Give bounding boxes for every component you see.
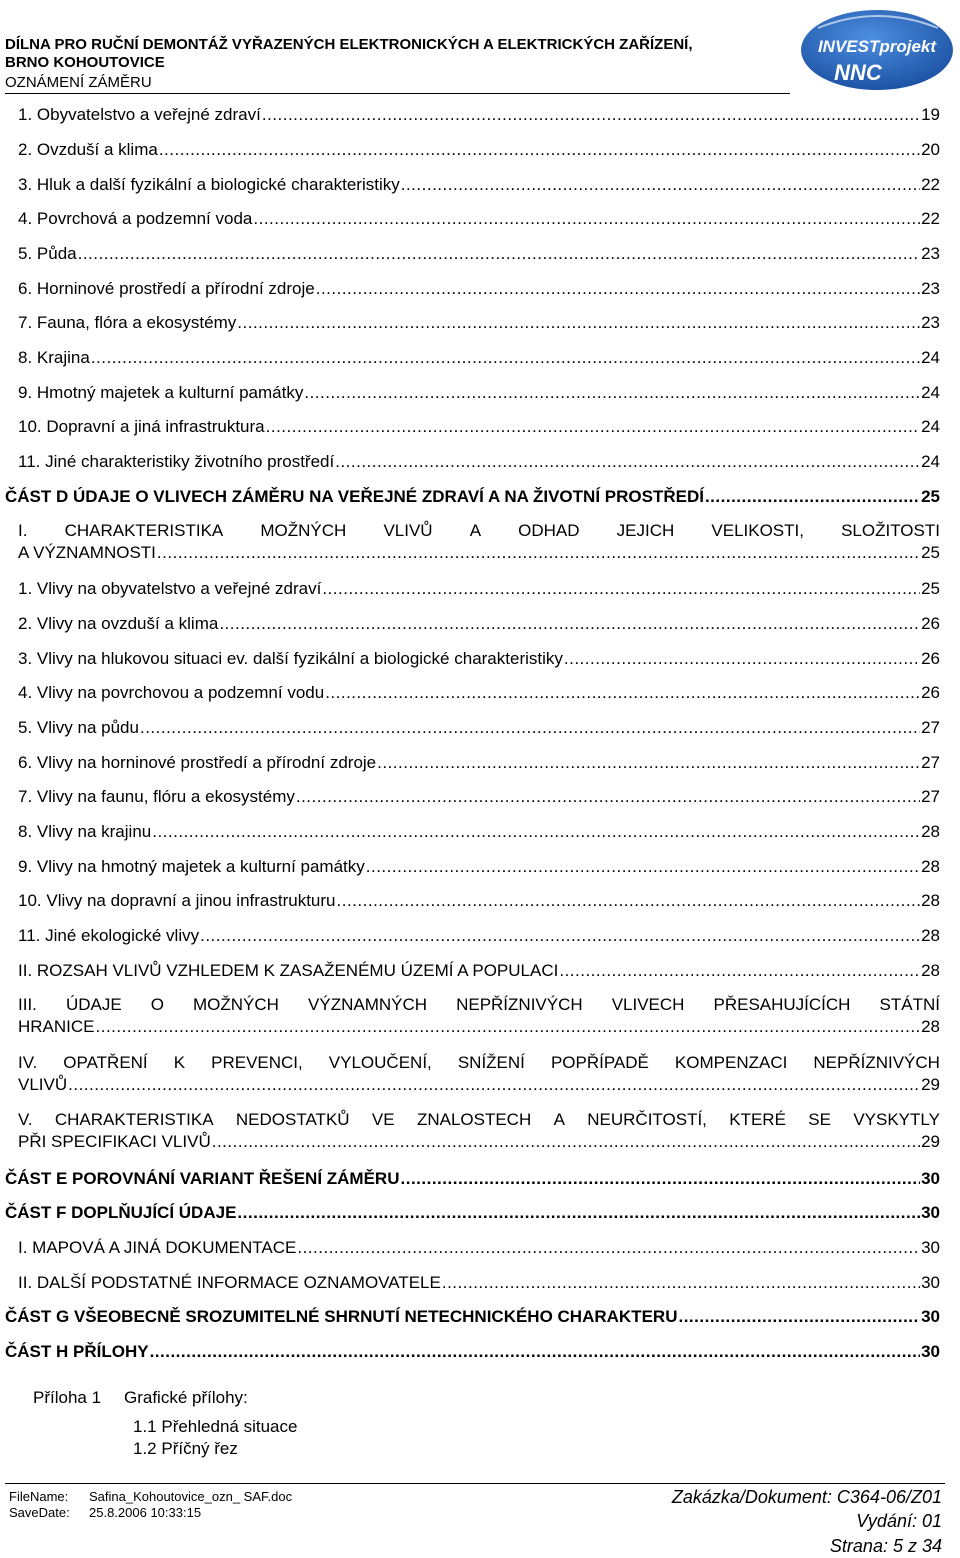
toc-entry[interactable]: 1. Vlivy na obyvatelstvo a veřejné zdraví ..... 25	[18, 578, 940, 600]
toc-entry[interactable]: 10. Dopravní a jiná infrastruktura ..... 24	[18, 416, 940, 438]
appendix-item: 1.2 Příčný řez	[133, 1439, 238, 1458]
toc-entry[interactable]: 11. Jiné charakteristiky životního prostředí ..... 24	[18, 451, 940, 473]
logo-text-1: INVESTprojekt	[817, 37, 937, 56]
page-footer	[0, 1480, 960, 1558]
filename-label: FileName:	[9, 1489, 69, 1504]
toc-entry-part-e[interactable]: ČÁST E POROVNÁNÍ VARIANT ŘEŠENÍ ZÁMĚRU ..... 30	[5, 1168, 940, 1190]
footer-divider	[5, 1483, 945, 1484]
toc-entry[interactable]: 9. Vlivy na hmotný majetek a kulturní památky ..... 28	[18, 856, 940, 878]
toc-entry[interactable]: 7. Fauna, flóra a ekosystémy ..... 23	[18, 312, 940, 334]
toc-entry[interactable]: 10. Vlivy na dopravní a jinou infrastrukturu ..... 28	[18, 890, 940, 912]
toc-entry[interactable]: 2. Ovzduší a klima ..... 20	[18, 139, 940, 161]
toc-entry-part-d[interactable]: ČÁST D ÚDAJE O VLIVECH ZÁMĚRU NA VEŘEJNÉ ZDRAVÍ A NA ŽIVOTNÍ PROSTŘEDÍ ..... 25	[5, 486, 940, 508]
logo-text-2: NNC	[834, 60, 882, 85]
toc-entry-part-g[interactable]: ČÁST G VŠEOBECNĚ SROZUMITELNÉ SHRNUTÍ NETECHNICKÉHO CHARAKTERU ..... 30	[5, 1306, 940, 1328]
toc-entry[interactable]: 3. Hluk a další fyzikální a biologické charakteristiky ..... 22	[18, 174, 940, 196]
toc-entry[interactable]: 9. Hmotný majetek a kulturní památky ..... 24	[18, 382, 940, 404]
toc-entry[interactable]: 5. Půda ..... 23	[18, 243, 940, 265]
savedate-value: 25.8.2006 10:33:15	[89, 1505, 202, 1520]
document-title-line-1: DÍLNA PRO RUČNÍ DEMONTÁŽ VYŘAZENÝCH ELEKTRONICKÝCH A ELEKTRICKÝCH ZAŘÍZENÍ,	[5, 36, 693, 53]
toc-entry[interactable]: 7. Vlivy na faunu, flóru a ekosystémy ..... 27	[18, 786, 940, 808]
toc-entry[interactable]: 6. Horninové prostředí a přírodní zdroje ..... 23	[18, 278, 940, 300]
toc-entry-part-h[interactable]: ČÁST H PŘÍLOHY ..... 30	[5, 1341, 940, 1363]
document-title-line-2: BRNO KOHOUTOVICE	[5, 54, 165, 71]
toc-entry-two-line[interactable]: III. ÚDAJE O MOŽNÝCH VÝZNAMNÝCH NEPŘÍZNIVÝCH VLIVECH PŘESAHUJÍCÍCH STÁTNÍ HRANICE ..... 28	[18, 994, 940, 1038]
toc-entry[interactable]: 6. Vlivy na horninové prostředí a přírodní zdroje ..... 27	[18, 752, 940, 774]
header-divider	[5, 93, 790, 94]
toc-entry[interactable]: 1. Obyvatelstvo a veřejné zdraví ..... 19	[18, 104, 940, 126]
savedate-label: SaveDate:	[9, 1505, 70, 1520]
page-header	[0, 0, 960, 96]
toc-entry[interactable]: I. MAPOVÁ A JINÁ DOKUMENTACE ..... 30	[18, 1237, 940, 1259]
toc-entry-two-line[interactable]: I. CHARAKTERISTIKA MOŽNÝCH VLIVŮ A ODHAD JEJICH VELIKOSTI, SLOŽITOSTI A VÝZNAMNOSTI ..... 25	[18, 520, 940, 564]
appendix-title: Grafické přílohy:	[124, 1388, 248, 1407]
toc-entry[interactable]: 4. Vlivy na povrchovou a podzemní vodu ..... 26	[18, 682, 940, 704]
toc-entry[interactable]: 8. Krajina ..... 24	[18, 347, 940, 369]
appendix-item: 1.1 Přehledná situace	[133, 1417, 298, 1436]
toc-entry[interactable]: II. ROZSAH VLIVŮ VZHLEDEM K ZASAŽENÉMU ÚZEMÍ A POPULACI ..... 28	[18, 960, 940, 982]
edition-number: Vydání: 01	[856, 1511, 942, 1531]
filename-value: Safina_Kohoutovice_ozn_ SAF.doc	[89, 1489, 293, 1504]
toc-entry[interactable]: 5. Vlivy na půdu ..... 27	[18, 717, 940, 739]
document-title	[5, 36, 785, 72]
toc-entry-part-f[interactable]: ČÁST F DOPLŇUJÍCÍ ÚDAJE ..... 30	[5, 1202, 940, 1224]
appendix-label: Příloha 1	[33, 1388, 102, 1407]
page-number: Strana: 5 z 34	[829, 1536, 942, 1556]
document-subtitle: OZNÁMENÍ ZÁMĚRU	[5, 74, 152, 91]
toc-entry-two-line[interactable]: V. CHARAKTERISTIKA NEDOSTATKŮ VE ZNALOSTECH A NEURČITOSTÍ, KTERÉ SE VYSKYTLY PŘI SPECIFIKACI VLIVŮ ..... 29	[18, 1109, 940, 1153]
order-number: Zakázka/Dokument: C364-06/Z01	[671, 1487, 942, 1507]
toc-entry[interactable]: II. DALŠÍ PODSTATNÉ INFORMACE OZNAMOVATELE ..... 30	[18, 1272, 940, 1294]
company-logo	[798, 6, 956, 92]
toc-entry[interactable]: 4. Povrchová a podzemní voda ..... 22	[18, 208, 940, 230]
toc-entry[interactable]: 8. Vlivy na krajinu ..... 28	[18, 821, 940, 843]
toc-entry[interactable]: 11. Jiné ekologické vlivy ..... 28	[18, 925, 940, 947]
toc-entry-two-line[interactable]: IV. OPATŘENÍ K PREVENCI, VYLOUČENÍ, SNÍŽENÍ POPŘÍPADĚ KOMPENZACI NEPŘÍZNIVÝCH VLIVŮ ..... 29	[18, 1052, 940, 1096]
toc-entry[interactable]: 2. Vlivy na ovzduší a klima ..... 26	[18, 613, 940, 635]
toc-entry[interactable]: 3. Vlivy na hlukovou situaci ev. další fyzikální a biologické charakteristiky ..... 26	[18, 648, 940, 670]
